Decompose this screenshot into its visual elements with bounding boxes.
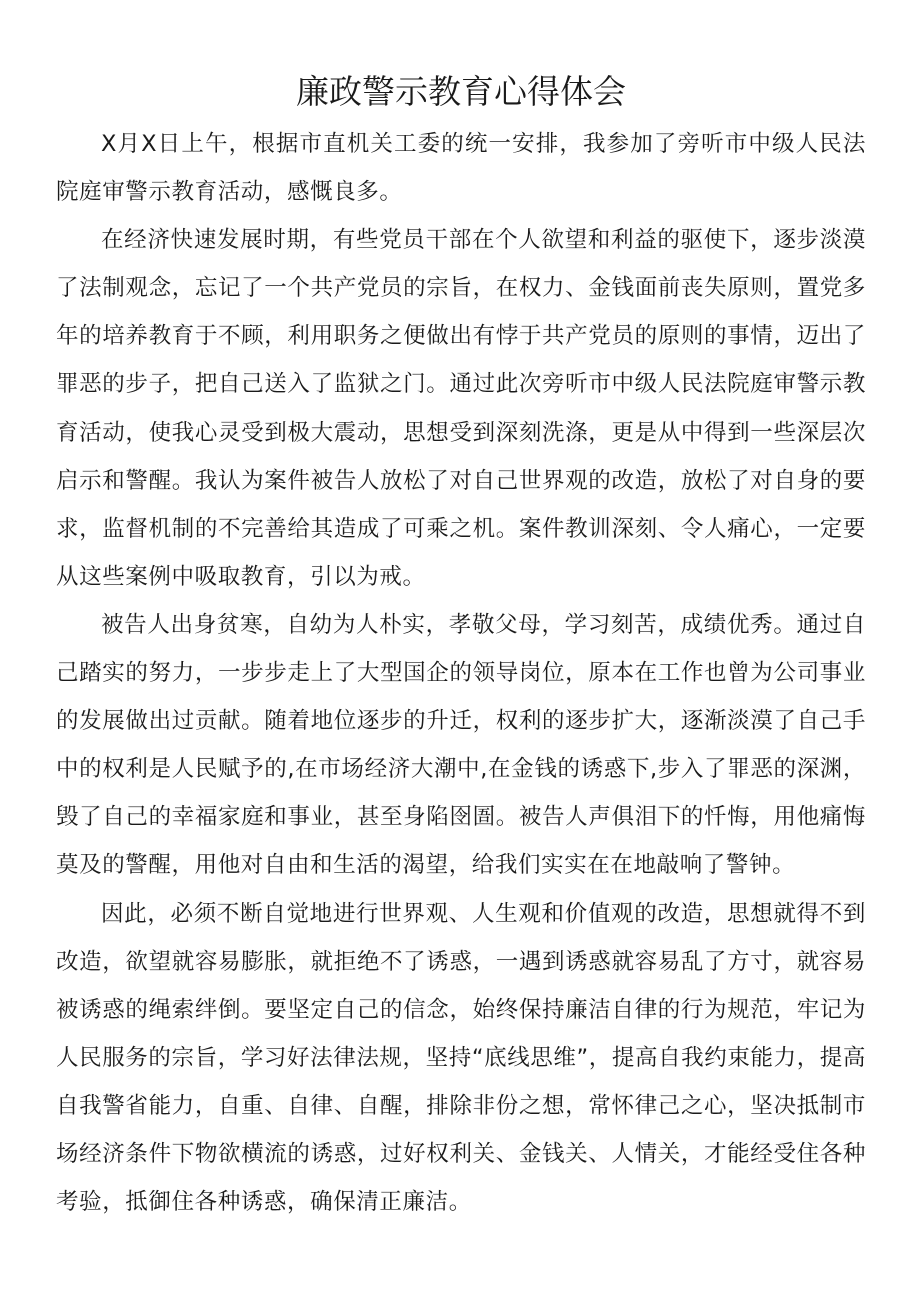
document-title: 廉政警示教育心得体会 (296, 72, 626, 111)
paragraph-conclusion: 因此，必须不断自觉地进行世界观、人生观和价值观的改造，思想就得不到改造，欲望就容易膨胀，就拒绝不了诱惑，一遇到诱惑就容易乱了方寸，就容易被诱惑的绳索绊倒。要坚定自己的信念，始终保持廉洁自律的行为规范，牢记为人民服务的宗旨，学习好法律法规，坚持“底线思维”，提高自我约束能力，提高自我警省能力，自重、自律、自醒，排除非份之想，常怀律己之心，坚决抵制市场经济条件下物欲横流的诱惑，过好权利关、金钱关、人情关，才能经受住各种考验，抵御住各种诱惑，确保清正廉洁。 (56, 900, 866, 1216)
paragraph-case: 被告人出身贫寒，自幼为人朴实，孝敬父母，学习刻苦，成绩优秀。通过自己踏实的努力，一步步走上了大型国企的领导岗位，原本在工作也曾为公司事业的发展做出过贡献。随着地位逐步的升迁，权利的逐步扩大，逐渐淡漠了自己手中的权利是人民赋予的,在市场经济大潮中,在金钱的诱惑下,步入了罪恶的深渊，毁了自己的幸福家庭和事业，甚至身陷囹圄。被告人声俱泪下的忏悔，用他痛悔莫及的警醒，用他对自由和生活的渴望，给我们实实在在地敲响了警钟。 (56, 611, 866, 879)
paragraph-reflection: 在经济快速发展时期，有些党员干部在个人欲望和利益的驱使下，逐步淡漠了法制观念，忘记了一个共产党员的宗旨，在权力、金钱面前丧失原则，置党多年的培养教育于不顾，利用职务之便做出有悖于共产党员的原则的事情，迈出了罪恶的步子，把自己送入了监狱之门。通过此次旁听市中级人民法院庭审警示教育活动，使我心灵受到极大震动，思想受到深刻洗涤，更是从中得到一些深层次启示和警醒。我认为案件被告人放松了对自己世界观的改造，放松了对自身的要求，监督机制的不完善给其造成了可乘之机。案件教训深刻、令人痛心，一定要从这些案例中吸取教育，引以为戒。 (56, 227, 866, 590)
paragraph-intro: X月X日上午，根据市直机关工委的统一安排，我参加了旁听市中级人民法院庭审警示教育活动，感慨良多。 (56, 131, 866, 206)
